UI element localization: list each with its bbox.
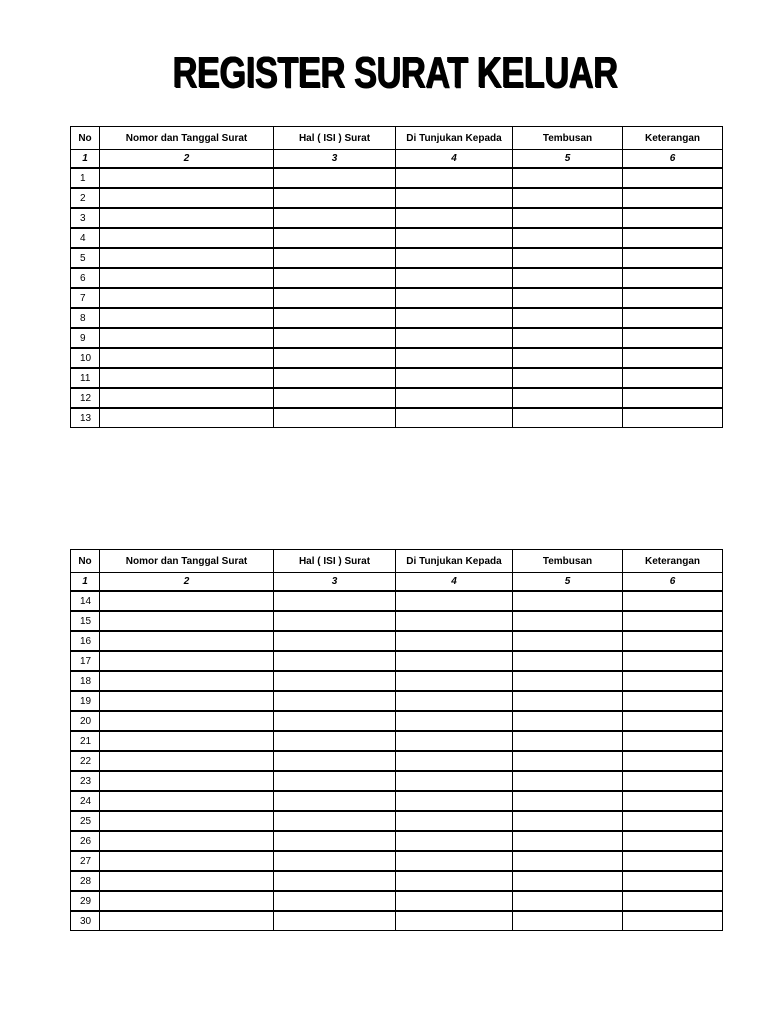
- row-number: 16: [71, 631, 100, 651]
- row-number: 25: [71, 811, 100, 831]
- table-row: [71, 691, 723, 711]
- empty-cell-col-keterangan[interactable]: [623, 348, 723, 368]
- table-row: [71, 831, 723, 851]
- empty-cell-col-nomor-tanggal[interactable]: [100, 671, 274, 691]
- empty-cell-col-nomor-tanggal[interactable]: [100, 891, 274, 911]
- empty-cell-col-nomor-tanggal[interactable]: [100, 851, 274, 871]
- empty-cell-col-keterangan[interactable]: [623, 208, 723, 228]
- table-row: [71, 891, 723, 911]
- row-number: 2: [71, 188, 100, 208]
- empty-cell-col-ditunjukan[interactable]: [396, 891, 513, 911]
- empty-cell-col-ditunjukan[interactable]: [396, 711, 513, 731]
- empty-cell-col-hal-isi[interactable]: [274, 288, 396, 308]
- empty-cell-col-ditunjukan[interactable]: [396, 228, 513, 248]
- empty-cell-col-ditunjukan[interactable]: [396, 771, 513, 791]
- empty-cell-col-nomor-tanggal[interactable]: [100, 791, 274, 811]
- table-row: [71, 268, 723, 288]
- header-col-no: No: [71, 127, 100, 150]
- row-number: 3: [71, 208, 100, 228]
- empty-cell-col-keterangan[interactable]: [623, 188, 723, 208]
- empty-cell-col-nomor-tanggal[interactable]: [100, 771, 274, 791]
- empty-cell-col-tembusan[interactable]: [513, 188, 623, 208]
- empty-cell-col-hal-isi[interactable]: [274, 208, 396, 228]
- empty-cell-col-keterangan[interactable]: [623, 288, 723, 308]
- empty-cell-col-nomor-tanggal[interactable]: [100, 288, 274, 308]
- empty-cell-col-hal-isi[interactable]: [274, 871, 396, 891]
- empty-cell-col-tembusan[interactable]: [513, 611, 623, 631]
- empty-cell-col-hal-isi[interactable]: [274, 911, 396, 931]
- row-number: 29: [71, 891, 100, 911]
- empty-cell-col-ditunjukan[interactable]: [396, 671, 513, 691]
- empty-cell-col-hal-isi[interactable]: [274, 168, 396, 188]
- row-number: 7: [71, 288, 100, 308]
- empty-cell-col-keterangan[interactable]: [623, 811, 723, 831]
- empty-cell-col-tembusan[interactable]: [513, 168, 623, 188]
- empty-cell-col-ditunjukan[interactable]: [396, 611, 513, 631]
- empty-cell-col-keterangan[interactable]: [623, 831, 723, 851]
- register-table-1: [70, 126, 723, 428]
- column-number-5: 5: [513, 150, 623, 169]
- header-col-hal-isi: Hal ( ISI ) Surat: [274, 550, 396, 573]
- empty-cell-col-nomor-tanggal[interactable]: [100, 248, 274, 268]
- empty-cell-col-nomor-tanggal[interactable]: [100, 328, 274, 348]
- column-number-row: [71, 573, 723, 592]
- row-number: 21: [71, 731, 100, 751]
- empty-cell-col-keterangan[interactable]: [623, 751, 723, 771]
- empty-cell-col-nomor-tanggal[interactable]: [100, 188, 274, 208]
- empty-cell-col-hal-isi[interactable]: [274, 891, 396, 911]
- column-number-4: 4: [396, 573, 513, 592]
- empty-cell-col-keterangan[interactable]: [623, 308, 723, 328]
- empty-cell-col-keterangan[interactable]: [623, 591, 723, 611]
- empty-cell-col-tembusan[interactable]: [513, 891, 623, 911]
- row-number: 18: [71, 671, 100, 691]
- row-number: 11: [71, 368, 100, 388]
- empty-cell-col-keterangan[interactable]: [623, 851, 723, 871]
- empty-cell-col-tembusan[interactable]: [513, 328, 623, 348]
- empty-cell-col-tembusan[interactable]: [513, 388, 623, 408]
- empty-cell-col-hal-isi[interactable]: [274, 671, 396, 691]
- table-row: [71, 408, 723, 428]
- empty-cell-col-hal-isi[interactable]: [274, 731, 396, 751]
- empty-cell-col-hal-isi[interactable]: [274, 408, 396, 428]
- table-row: [71, 671, 723, 691]
- empty-cell-col-keterangan[interactable]: [623, 651, 723, 671]
- empty-cell-col-nomor-tanggal[interactable]: [100, 711, 274, 731]
- empty-cell-col-tembusan[interactable]: [513, 208, 623, 228]
- empty-cell-col-nomor-tanggal[interactable]: [100, 751, 274, 771]
- table-row: [71, 248, 723, 268]
- row-number: 17: [71, 651, 100, 671]
- table-row: [71, 168, 723, 188]
- empty-cell-col-tembusan[interactable]: [513, 731, 623, 751]
- empty-cell-col-tembusan[interactable]: [513, 671, 623, 691]
- empty-cell-col-tembusan[interactable]: [513, 308, 623, 328]
- empty-cell-col-keterangan[interactable]: [623, 671, 723, 691]
- empty-cell-col-hal-isi[interactable]: [274, 651, 396, 671]
- empty-cell-col-ditunjukan[interactable]: [396, 168, 513, 188]
- row-number: 22: [71, 751, 100, 771]
- table-row: [71, 771, 723, 791]
- empty-cell-col-hal-isi[interactable]: [274, 691, 396, 711]
- empty-cell-col-nomor-tanggal[interactable]: [100, 348, 274, 368]
- row-number: 12: [71, 388, 100, 408]
- empty-cell-col-ditunjukan[interactable]: [396, 911, 513, 931]
- column-number-2: 2: [100, 150, 274, 169]
- empty-cell-col-tembusan[interactable]: [513, 408, 623, 428]
- table-row: [71, 731, 723, 751]
- column-number-6: 6: [623, 150, 723, 169]
- row-number: 4: [71, 228, 100, 248]
- header-col-ditunjukan: Di Tunjukan Kepada: [396, 550, 513, 573]
- empty-cell-col-hal-isi[interactable]: [274, 388, 396, 408]
- empty-cell-col-tembusan[interactable]: [513, 591, 623, 611]
- empty-cell-col-keterangan[interactable]: [623, 611, 723, 631]
- empty-cell-col-nomor-tanggal[interactable]: [100, 911, 274, 931]
- empty-cell-col-ditunjukan[interactable]: [396, 731, 513, 751]
- column-number-3: 3: [274, 573, 396, 592]
- empty-cell-col-ditunjukan[interactable]: [396, 691, 513, 711]
- table-row: [71, 751, 723, 771]
- empty-cell-col-ditunjukan[interactable]: [396, 408, 513, 428]
- empty-cell-col-ditunjukan[interactable]: [396, 751, 513, 771]
- header-col-tembusan: Tembusan: [513, 550, 623, 573]
- empty-cell-col-nomor-tanggal[interactable]: [100, 631, 274, 651]
- empty-cell-col-tembusan[interactable]: [513, 651, 623, 671]
- table-row: [71, 791, 723, 811]
- row-number: 9: [71, 328, 100, 348]
- empty-cell-col-tembusan[interactable]: [513, 288, 623, 308]
- empty-cell-col-keterangan[interactable]: [623, 791, 723, 811]
- table-row: [71, 871, 723, 891]
- row-number: 15: [71, 611, 100, 631]
- empty-cell-col-tembusan[interactable]: [513, 811, 623, 831]
- table-header-row: [71, 550, 723, 573]
- column-number-row: [71, 150, 723, 169]
- empty-cell-col-tembusan[interactable]: [513, 771, 623, 791]
- empty-cell-col-hal-isi[interactable]: [274, 591, 396, 611]
- empty-cell-col-nomor-tanggal[interactable]: [100, 611, 274, 631]
- empty-cell-col-nomor-tanggal[interactable]: [100, 811, 274, 831]
- header-col-nomor-tanggal: Nomor dan Tanggal Surat: [100, 127, 274, 150]
- empty-cell-col-nomor-tanggal[interactable]: [100, 368, 274, 388]
- row-number: 5: [71, 248, 100, 268]
- table-row: [71, 368, 723, 388]
- column-number-4: 4: [396, 150, 513, 169]
- empty-cell-col-keterangan[interactable]: [623, 248, 723, 268]
- empty-cell-col-keterangan[interactable]: [623, 268, 723, 288]
- empty-cell-col-ditunjukan[interactable]: [396, 308, 513, 328]
- empty-cell-col-ditunjukan[interactable]: [396, 651, 513, 671]
- empty-cell-col-tembusan[interactable]: [513, 368, 623, 388]
- empty-cell-col-ditunjukan[interactable]: [396, 208, 513, 228]
- empty-cell-col-nomor-tanggal[interactable]: [100, 168, 274, 188]
- row-number: 10: [71, 348, 100, 368]
- register-table-2: [70, 549, 723, 931]
- empty-cell-col-tembusan[interactable]: [513, 228, 623, 248]
- empty-cell-col-keterangan[interactable]: [623, 871, 723, 891]
- empty-cell-col-hal-isi[interactable]: [274, 368, 396, 388]
- empty-cell-col-hal-isi[interactable]: [274, 348, 396, 368]
- empty-cell-col-tembusan[interactable]: [513, 691, 623, 711]
- table-row: [71, 651, 723, 671]
- empty-cell-col-tembusan[interactable]: [513, 268, 623, 288]
- empty-cell-col-ditunjukan[interactable]: [396, 268, 513, 288]
- empty-cell-col-hal-isi[interactable]: [274, 248, 396, 268]
- empty-cell-col-keterangan[interactable]: [623, 771, 723, 791]
- empty-cell-col-keterangan[interactable]: [623, 368, 723, 388]
- row-number: 30: [71, 911, 100, 931]
- empty-cell-col-hal-isi[interactable]: [274, 228, 396, 248]
- empty-cell-col-nomor-tanggal[interactable]: [100, 691, 274, 711]
- empty-cell-col-hal-isi[interactable]: [274, 328, 396, 348]
- empty-cell-col-tembusan[interactable]: [513, 348, 623, 368]
- empty-cell-col-ditunjukan[interactable]: [396, 388, 513, 408]
- header-col-no: No: [71, 550, 100, 573]
- row-number: 1: [71, 168, 100, 188]
- empty-cell-col-ditunjukan[interactable]: [396, 811, 513, 831]
- empty-cell-col-nomor-tanggal[interactable]: [100, 228, 274, 248]
- empty-cell-col-keterangan[interactable]: [623, 408, 723, 428]
- empty-cell-col-nomor-tanggal[interactable]: [100, 208, 274, 228]
- empty-cell-col-keterangan[interactable]: [623, 711, 723, 731]
- row-number: 6: [71, 268, 100, 288]
- empty-cell-col-tembusan[interactable]: [513, 851, 623, 871]
- column-number-6: 6: [623, 573, 723, 592]
- empty-cell-col-hal-isi[interactable]: [274, 611, 396, 631]
- empty-cell-col-nomor-tanggal[interactable]: [100, 831, 274, 851]
- row-number: 20: [71, 711, 100, 731]
- empty-cell-col-hal-isi[interactable]: [274, 791, 396, 811]
- empty-cell-col-ditunjukan[interactable]: [396, 631, 513, 651]
- empty-cell-col-keterangan[interactable]: [623, 168, 723, 188]
- empty-cell-col-tembusan[interactable]: [513, 871, 623, 891]
- table-row: [71, 208, 723, 228]
- row-number: 28: [71, 871, 100, 891]
- empty-cell-col-nomor-tanggal[interactable]: [100, 268, 274, 288]
- empty-cell-col-ditunjukan[interactable]: [396, 871, 513, 891]
- empty-cell-col-nomor-tanggal[interactable]: [100, 591, 274, 611]
- empty-cell-col-hal-isi[interactable]: [274, 631, 396, 651]
- empty-cell-col-hal-isi[interactable]: [274, 811, 396, 831]
- empty-cell-col-tembusan[interactable]: [513, 791, 623, 811]
- empty-cell-col-nomor-tanggal[interactable]: [100, 651, 274, 671]
- empty-cell-col-hal-isi[interactable]: [274, 751, 396, 771]
- table-row: [71, 328, 723, 348]
- empty-cell-col-hal-isi[interactable]: [274, 188, 396, 208]
- table-row: [71, 591, 723, 611]
- header-col-keterangan: Keterangan: [623, 127, 723, 150]
- empty-cell-col-hal-isi[interactable]: [274, 268, 396, 288]
- empty-cell-col-keterangan[interactable]: [623, 911, 723, 931]
- table-row: [71, 388, 723, 408]
- empty-cell-col-hal-isi[interactable]: [274, 831, 396, 851]
- table-row: [71, 228, 723, 248]
- header-col-hal-isi: Hal ( ISI ) Surat: [274, 127, 396, 150]
- table-row: [71, 348, 723, 368]
- empty-cell-col-nomor-tanggal[interactable]: [100, 388, 274, 408]
- empty-cell-col-nomor-tanggal[interactable]: [100, 871, 274, 891]
- empty-cell-col-ditunjukan[interactable]: [396, 288, 513, 308]
- empty-cell-col-tembusan[interactable]: [513, 831, 623, 851]
- row-number: 13: [71, 408, 100, 428]
- empty-cell-col-hal-isi[interactable]: [274, 771, 396, 791]
- header-col-keterangan: Keterangan: [623, 550, 723, 573]
- empty-cell-col-tembusan[interactable]: [513, 751, 623, 771]
- table-row: [71, 308, 723, 328]
- empty-cell-col-ditunjukan[interactable]: [396, 368, 513, 388]
- table-row: [71, 188, 723, 208]
- table-row: [71, 611, 723, 631]
- empty-cell-col-hal-isi[interactable]: [274, 851, 396, 871]
- empty-cell-col-hal-isi[interactable]: [274, 711, 396, 731]
- empty-cell-col-ditunjukan[interactable]: [396, 791, 513, 811]
- empty-cell-col-nomor-tanggal[interactable]: [100, 308, 274, 328]
- empty-cell-col-hal-isi[interactable]: [274, 308, 396, 328]
- column-number-1: 1: [71, 150, 100, 169]
- empty-cell-col-ditunjukan[interactable]: [396, 831, 513, 851]
- column-number-5: 5: [513, 573, 623, 592]
- row-number: 23: [71, 771, 100, 791]
- row-number: 24: [71, 791, 100, 811]
- header-col-tembusan: Tembusan: [513, 127, 623, 150]
- empty-cell-col-keterangan[interactable]: [623, 228, 723, 248]
- table-row: [71, 911, 723, 931]
- empty-cell-col-nomor-tanggal[interactable]: [100, 731, 274, 751]
- column-number-1: 1: [71, 573, 100, 592]
- empty-cell-col-keterangan[interactable]: [623, 691, 723, 711]
- table-row: [71, 711, 723, 731]
- table-row: [71, 288, 723, 308]
- empty-cell-col-keterangan[interactable]: [623, 388, 723, 408]
- row-number: 27: [71, 851, 100, 871]
- table-row: [71, 811, 723, 831]
- empty-cell-col-keterangan[interactable]: [623, 891, 723, 911]
- table-row: [71, 631, 723, 651]
- empty-cell-col-keterangan[interactable]: [623, 631, 723, 651]
- empty-cell-col-keterangan[interactable]: [623, 328, 723, 348]
- column-number-2: 2: [100, 573, 274, 592]
- empty-cell-col-tembusan[interactable]: [513, 911, 623, 931]
- row-number: 8: [71, 308, 100, 328]
- empty-cell-col-ditunjukan[interactable]: [396, 348, 513, 368]
- empty-cell-col-tembusan[interactable]: [513, 711, 623, 731]
- header-col-nomor-tanggal: Nomor dan Tanggal Surat: [100, 550, 274, 573]
- row-number: 26: [71, 831, 100, 851]
- row-number: 14: [71, 591, 100, 611]
- empty-cell-col-ditunjukan[interactable]: [396, 851, 513, 871]
- empty-cell-col-tembusan[interactable]: [513, 248, 623, 268]
- row-number: 19: [71, 691, 100, 711]
- empty-cell-col-ditunjukan[interactable]: [396, 328, 513, 348]
- column-number-3: 3: [274, 150, 396, 169]
- empty-cell-col-ditunjukan[interactable]: [396, 188, 513, 208]
- empty-cell-col-keterangan[interactable]: [623, 731, 723, 751]
- empty-cell-col-nomor-tanggal[interactable]: [100, 408, 274, 428]
- header-col-ditunjukan: Di Tunjukan Kepada: [396, 127, 513, 150]
- empty-cell-col-tembusan[interactable]: [513, 631, 623, 651]
- document-title: REGISTER SURAT KELUAR: [172, 48, 618, 97]
- empty-cell-col-ditunjukan[interactable]: [396, 591, 513, 611]
- table-header-row: [71, 127, 723, 150]
- table-row: [71, 851, 723, 871]
- empty-cell-col-ditunjukan[interactable]: [396, 248, 513, 268]
